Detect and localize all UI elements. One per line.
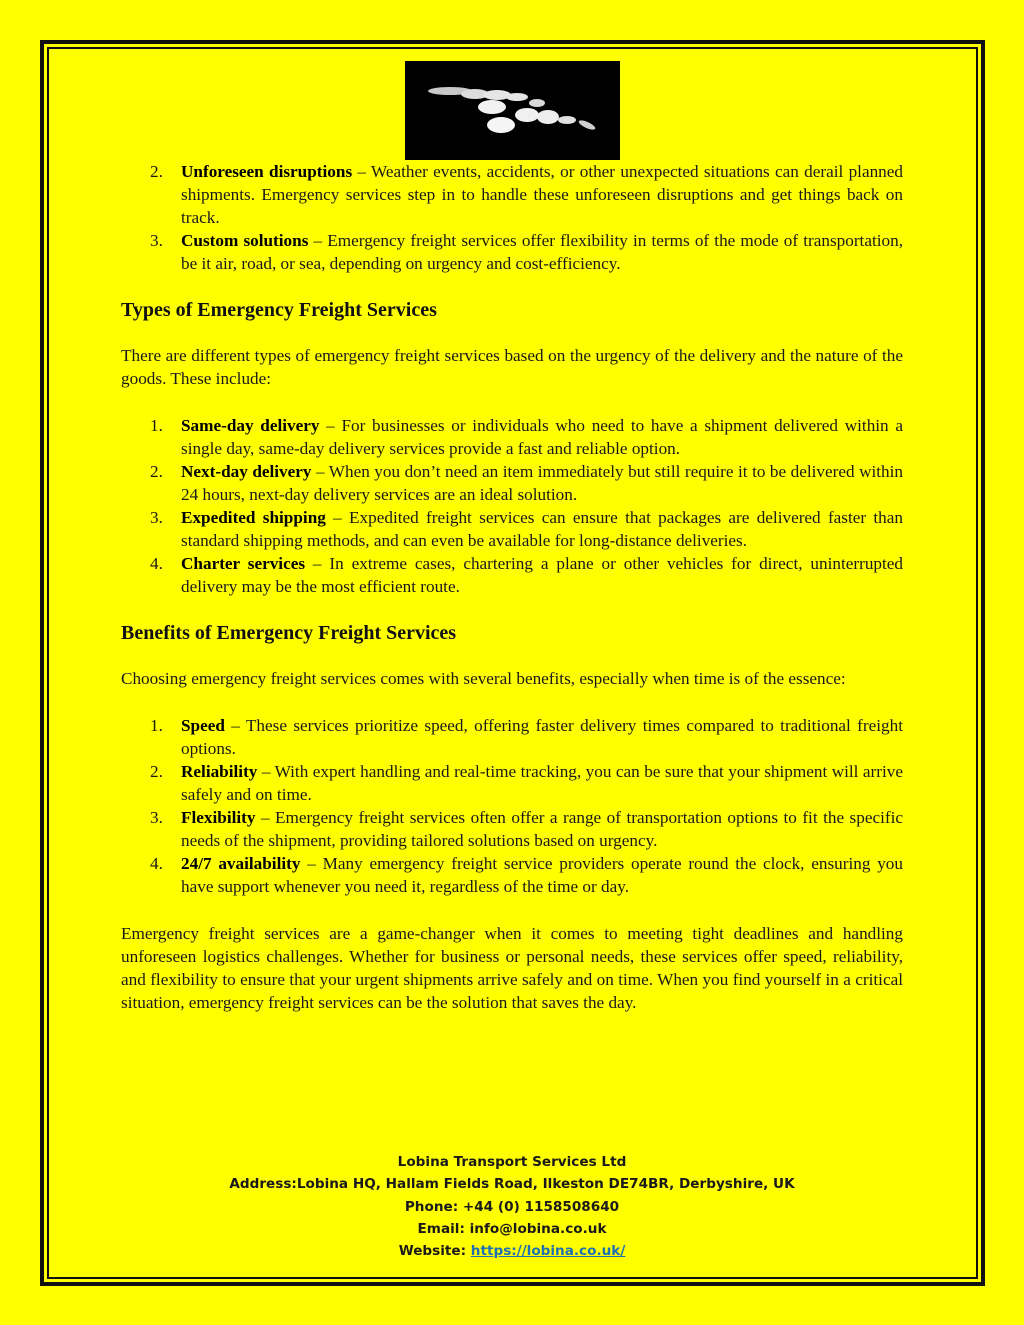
list-item: 3. Custom solutions – Emergency freight services offer flexibility in terms of the mode of transportation, be it air, road, or sea, depending on urgency and cost-efficiency. (150, 231, 903, 273)
types-heading: Types of Emergency Freight Services (121, 299, 437, 321)
list-item: 3. Flexibility – Emergency freight services often offer a range of transportation options to fit the specific needs of the shipment, providing tailored solutions based on urgency. (150, 808, 903, 850)
contact-footer (121, 1151, 903, 1262)
conclusion-paragraph: Emergency freight services are a game-changer when it comes to meeting tight deadlines and handling unforeseen logistics challenges. Whether for business or personal needs, these services offer speed, reliability, and flexibility to ensure that your urgent shipments arrive safely and on time. When you find yourself in a critical situation, emergency freight services can be the solution that saves the day. (121, 924, 903, 1012)
company-name: Lobina Transport Services Ltd (397, 1154, 627, 1170)
document-body (121, 160, 903, 1014)
company-address: Address:Lobina HQ, Hallam Fields Road, Ilkeston DE74BR, Derbyshire, UK (229, 1176, 795, 1193)
list-item: 2. Next-day delivery – When you don’t need an item immediately but still require it to be delivered within 24 hours, next-day delivery services are an ideal solution. (150, 462, 903, 504)
benefits-intro: Choosing emergency freight services comes with several benefits, especially when time is of the essence: (121, 669, 846, 688)
list-item: 4. Charter services – In extreme cases, chartering a plane or other vehicles for direct, uninterrupted delivery may be the most efficient route. (150, 554, 903, 596)
benefits-heading: Benefits of Emergency Freight Services (121, 622, 457, 644)
list-item: 1. Same-day delivery – For businesses or individuals who need to have a shipment delivered within a single day, same-day delivery services provide a fast and reliable option. (150, 416, 903, 458)
company-website: Website: https://lobina.co.uk/ (398, 1243, 626, 1260)
intro-reasons-list (121, 160, 903, 275)
website-link[interactable]: https://lobina.co.uk/ (470, 1243, 626, 1260)
list-item: 2. Unforeseen disruptions – Weather events, accidents, or other unexpected situations can derail planned shipments. Emergency services step in to handle these unforeseen disruptions and get things back on track. (150, 162, 903, 227)
list-item: 4. 24/7 availability – Many emergency freight service providers operate round the clock, ensuring you have support whenever you need it, regardless of the time or day. (150, 854, 903, 896)
benefits-list (121, 714, 903, 898)
company-phone: Phone: +44 (0) 1158508640 (404, 1198, 620, 1215)
list-item: 1. Speed – These services prioritize speed, offering faster delivery times compared to traditional freight options. (150, 716, 903, 758)
types-intro: There are different types of emergency freight services based on the urgency of the delivery and the nature of the goods. These include: (121, 346, 903, 388)
types-list (121, 414, 903, 598)
company-email: Email: info@lobina.co.uk (417, 1220, 607, 1237)
list-item: 3. Expedited shipping – Expedited freight services can ensure that packages are delivered faster than standard shipping methods, and can even be available for long-distance deliveries. (150, 508, 903, 550)
lobina-logo-icon (405, 61, 620, 160)
list-item: 2. Reliability – With expert handling and real-time tracking, you can be sure that your shipment will arrive safely and on time. (150, 762, 903, 804)
